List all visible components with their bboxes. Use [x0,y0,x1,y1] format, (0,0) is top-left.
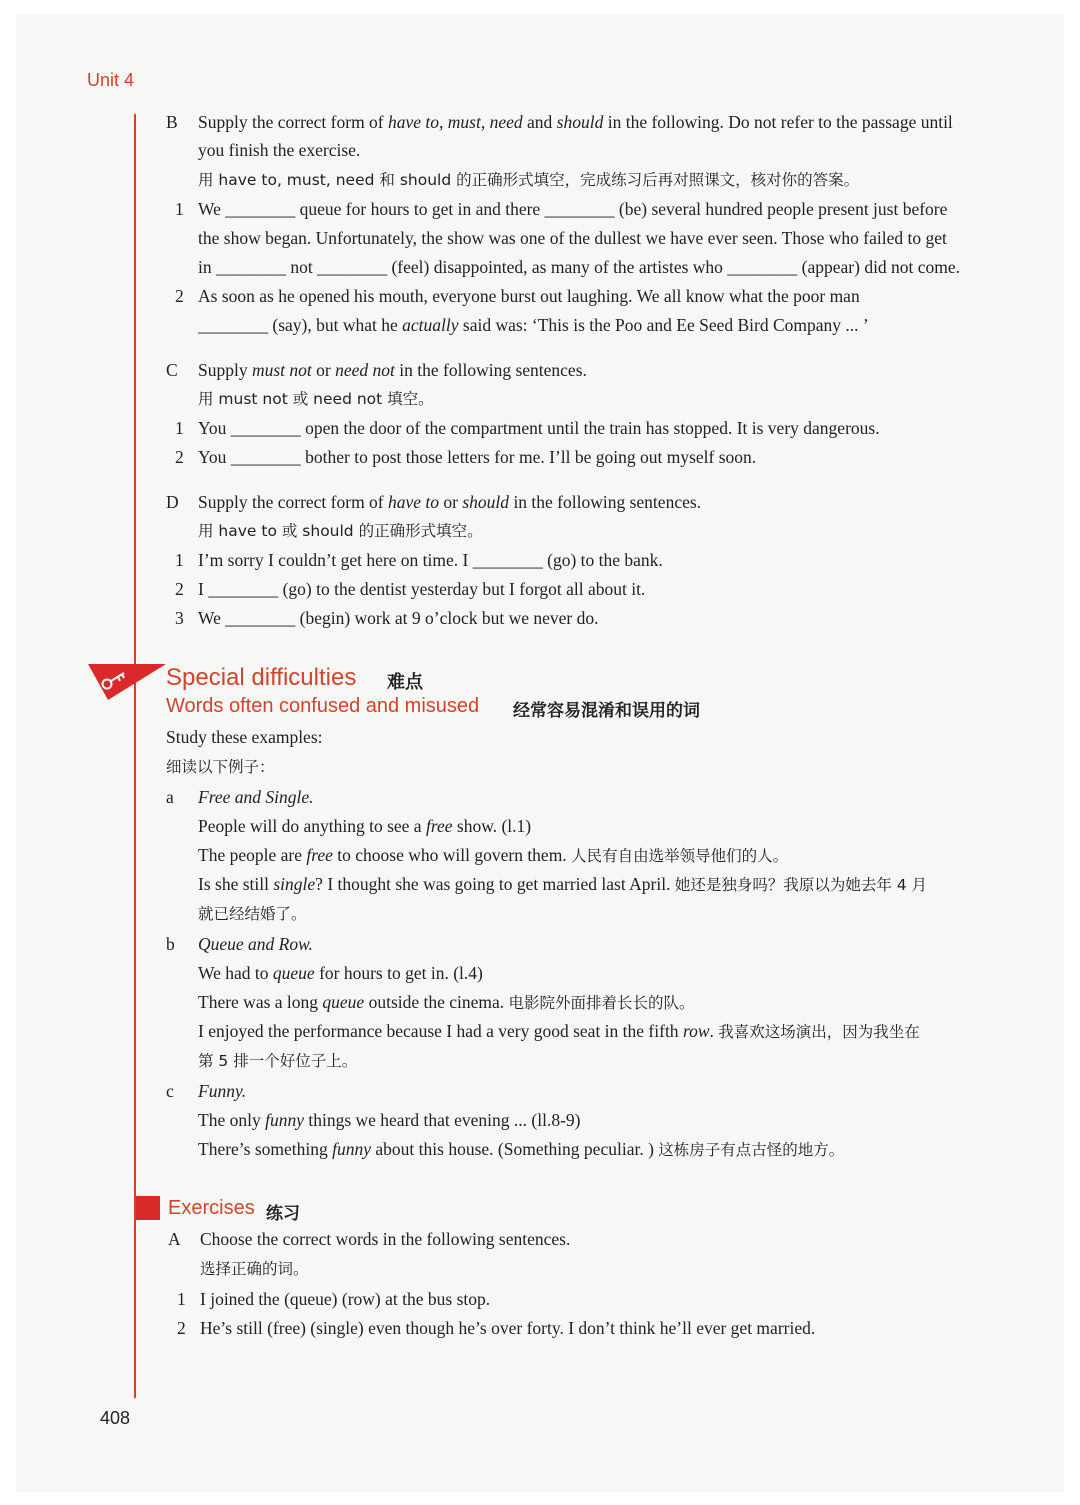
exercise-q2: He’s still (free) (single) even though he’s over forty. I don’t think he’ll ever get married. [200,1318,816,1338]
section-d-q2: I ________ (go) to the dentist yesterday but I forgot all about it. [198,579,646,599]
section-b-q1-line3: in ________ not ________ (feel) disappointed, as many of the artistes who ________ (appear) did not come. [198,257,961,277]
special-title-zh: 难点 [387,672,423,693]
study-line-zh: 细读以下例子： [166,758,275,776]
section-b-q2-line1: As soon as he opened his mouth, everyone burst out laughing. We all know what the poor man [198,286,860,306]
section-c-instruction-zh: 用 must not 或 need not 填空。 [198,390,434,408]
example-b-line1: We had to queue for hours to get in. (l.4) [198,963,483,983]
special-subtitle: Words often confused and misused [166,695,480,717]
example-a-heading: Free and Single. [198,787,314,807]
special-title: Special difficulties [166,664,357,691]
exercise-q1-number: 1 [177,1289,186,1309]
exercises-title-zh: 练习 [266,1204,300,1224]
section-c-q1: You ________ open the door of the compartment until the train has stopped. It is very dangerous. [198,418,880,438]
unit-label: Unit 4 [87,70,135,90]
example-a-line3: Is she still single? I thought she was going to get married last April. 她还是独身吗？我原以为她去年 4 月 [198,874,928,894]
section-d-instruction-zh: 用 have to 或 should 的正确形式填空。 [198,522,483,540]
section-d-q1-number: 1 [175,550,184,570]
example-b-line3: I enjoyed the performance because I had a very good seat in the fifth row. 我喜欢这场演出，因为我坐在 [198,1021,920,1041]
section-c-q2-number: 2 [175,447,184,467]
example-b-line4: 第 5 排一个好位子上。 [198,1052,358,1070]
section-b-letter: B [166,112,178,132]
example-a-line2: The people are free to choose who will govern them. 人民有自由选举领导他们的人。 [198,845,789,865]
exercise-a-letter: A [168,1229,181,1249]
section-d-q1: I’m sorry I couldn’t get here on time. I ________ (go) to the bank. [198,550,663,570]
exercise-a-instruction-zh: 选择正确的词。 [200,1260,309,1278]
exercise-q1: I joined the (queue) (row) at the bus stop. [200,1289,491,1309]
example-b-heading: Queue and Row. [198,934,313,954]
section-b-q1-line1: We ________ queue for hours to get in and there ________ (be) several hundred people present just before [198,199,948,219]
key-icon [88,660,168,704]
section-d-q2-number: 2 [175,579,184,599]
example-b-line2: There was a long queue outside the cinema. 电影院外面排着长长的队。 [198,992,695,1012]
example-a-line4: 就已经结婚了。 [198,905,307,923]
section-c-instruction: Supply must not or need not in the following sentences. [198,360,587,380]
example-a-line1: People will do anything to see a free show. (l.1) [198,816,532,836]
section-c-q1-number: 1 [175,418,184,438]
section-b-instruction: Supply the correct form of have to, must, need and should in the following. Do not refer to the passage until [198,112,953,132]
exercises-bar [136,1196,160,1220]
page-number: 408 [100,1408,131,1428]
example-c-letter: c [166,1081,174,1101]
section-c-q2: You ________ bother to post those letters for me. I’ll be going out myself soon. [198,447,757,467]
example-c-line1: The only funny things we heard that evening ... (ll.8-9) [198,1110,581,1130]
section-b-instruction-zh: 用 have to, must, need 和 should 的正确形式填空，完成练习后再对照课文，核对你的答案。 [198,171,860,189]
section-d-instruction: Supply the correct form of have to or should in the following sentences. [198,492,702,512]
example-c-line2: There’s something funny about this house. (Something peculiar. ) 这栋房子有点古怪的地方。 [198,1139,845,1159]
section-d-letter: D [166,492,179,512]
section-d-q3-number: 3 [175,608,184,628]
exercise-q2-number: 2 [177,1318,186,1338]
section-b-q1-number: 1 [175,199,184,219]
example-b-letter: b [166,934,175,954]
example-c-heading: Funny. [198,1081,247,1101]
section-b-q2-number: 2 [175,286,184,306]
exercise-a-instruction: Choose the correct words in the following sentences. [200,1229,571,1249]
section-b-q2-line2: ________ (say), but what he actually said was: ‘This is the Poo and Ee Seed Bird Company ... ’ [198,315,869,335]
exercises-title: Exercises [168,1197,255,1219]
section-c-letter: C [166,360,178,380]
section-b-q1-line2: the show began. Unfortunately, the show was one of the dullest we have ever seen. Those who failed to get [198,228,947,248]
example-a-letter: a [166,787,174,807]
special-subtitle-zh: 经常容易混淆和误用的词 [513,701,700,721]
section-b-instruction-2: you finish the exercise. [198,140,361,160]
section-d-q3: We ________ (begin) work at 9 o’clock but we never do. [198,608,599,628]
study-line: Study these examples: [166,727,323,747]
